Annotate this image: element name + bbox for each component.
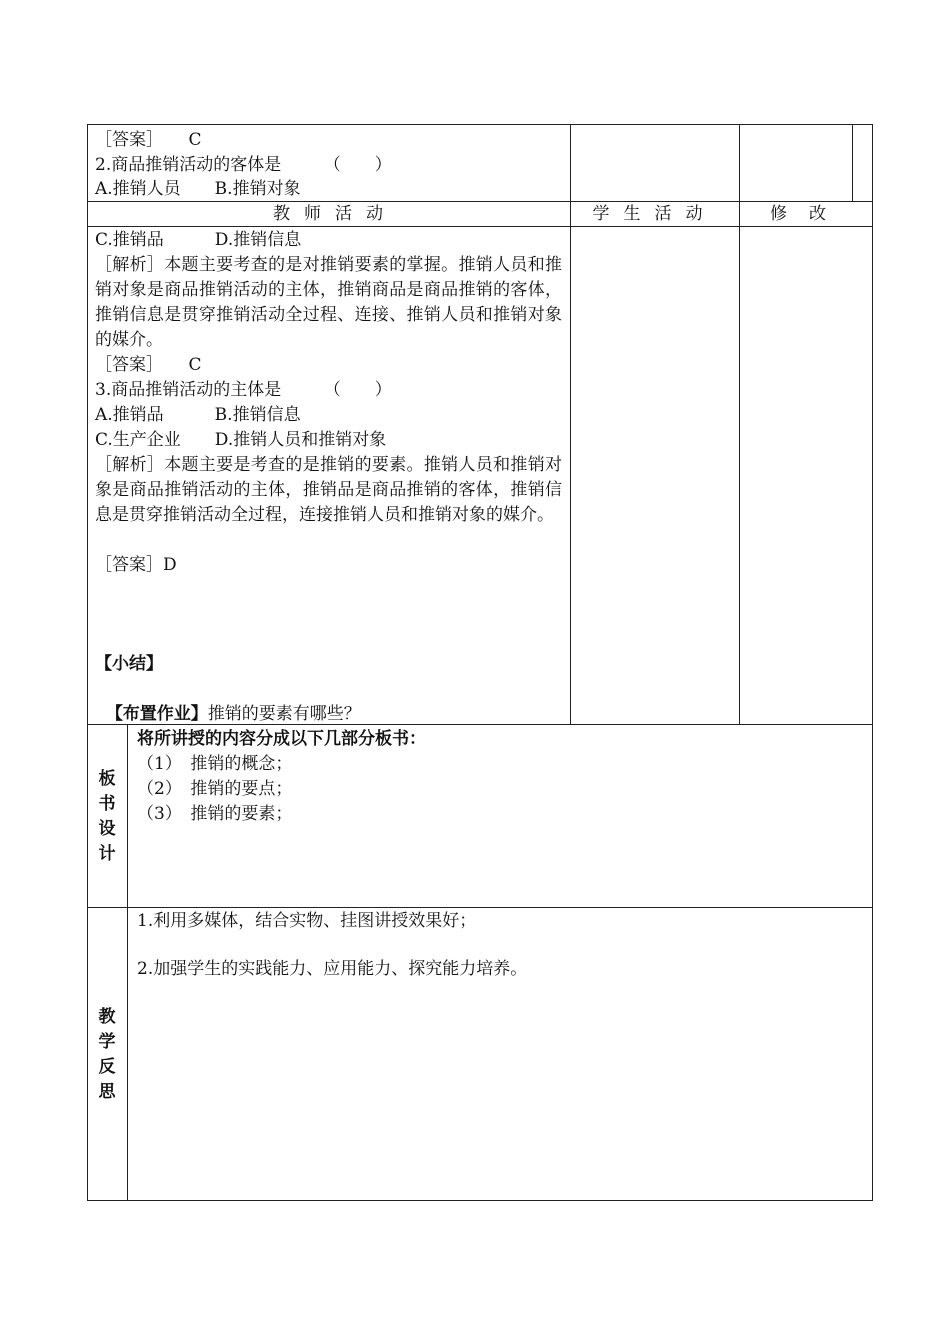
board-title: 将所讲授的内容分成以下几部分板书： <box>137 729 426 749</box>
label-char: 思 <box>98 1082 116 1102</box>
reflection-item: 2.加强学生的实践能力、应用能力、探究能力培养。 <box>137 959 528 979</box>
analysis-3: ［解析］本题主要是考查的是推销的要素。推销人员和推销对象是商品推销活动的主体，推销品是商品推销的客体，推销信息是贯穿推销活动全过程，连接推销人员和推销对象的媒介。 <box>95 455 562 525</box>
question-3-options-ab: A.推销品 B.推销信息 <box>95 405 301 425</box>
board-design-label <box>87 767 127 867</box>
label-char: 计 <box>98 844 116 864</box>
question-3: 3.商品推销活动的主体是 （ ） <box>95 380 392 400</box>
label-char: 反 <box>98 1057 116 1077</box>
label-char: 板 <box>98 769 116 789</box>
answer-line: ［答案］ C <box>95 130 202 150</box>
label-char: 书 <box>98 794 116 814</box>
divider <box>739 201 740 725</box>
divider <box>852 124 853 202</box>
divider <box>570 124 571 202</box>
homework-text: 推销的要素有哪些？ <box>207 704 361 724</box>
question-2-options-cd: C.推销品 D.推销信息 <box>95 230 302 250</box>
label-char: 学 <box>98 1032 116 1052</box>
divider <box>570 201 571 725</box>
homework-label: 【布置作业】 <box>105 704 208 724</box>
homework-line <box>95 677 361 727</box>
divider <box>87 724 873 725</box>
answer-2: ［答案］ C <box>95 355 202 375</box>
question-2: 2.商品推销活动的客体是 （ ） <box>95 155 392 175</box>
question-2-options-ab: A.推销人员 B.推销对象 <box>95 179 301 199</box>
header-student-activity: 学生活动 <box>592 204 717 224</box>
question-3-options-cd: C.生产企业 D.推销人员和推销对象 <box>95 430 387 450</box>
board-item: （3） 推销的要素； <box>137 804 293 824</box>
label-char: 教 <box>98 1007 116 1027</box>
answer-3: ［答案］D <box>95 555 177 575</box>
header-teacher-activity: 教师活动 <box>273 204 397 224</box>
board-item: （2） 推销的要点； <box>137 779 293 799</box>
divider <box>127 724 128 1201</box>
divider <box>739 124 740 202</box>
board-item: （1） 推销的概念； <box>137 754 293 774</box>
divider <box>87 907 873 908</box>
reflection-item: 1.利用多媒体，结合实物、挂图讲授效果好； <box>137 911 477 931</box>
header-revise: 修改 <box>770 204 848 224</box>
analysis-2: ［解析］本题主要考查的是对推销要素的掌握。推销人员和推销对象是商品推销活动的主体，推销商品是商品推销的客体，推销信息是贯穿推销活动全过程、连接、推销人员和推销对象的媒介。 <box>95 255 562 350</box>
label-char: 设 <box>98 819 116 839</box>
summary-heading: 【小结】 <box>95 654 163 674</box>
reflection-label <box>87 1005 127 1105</box>
